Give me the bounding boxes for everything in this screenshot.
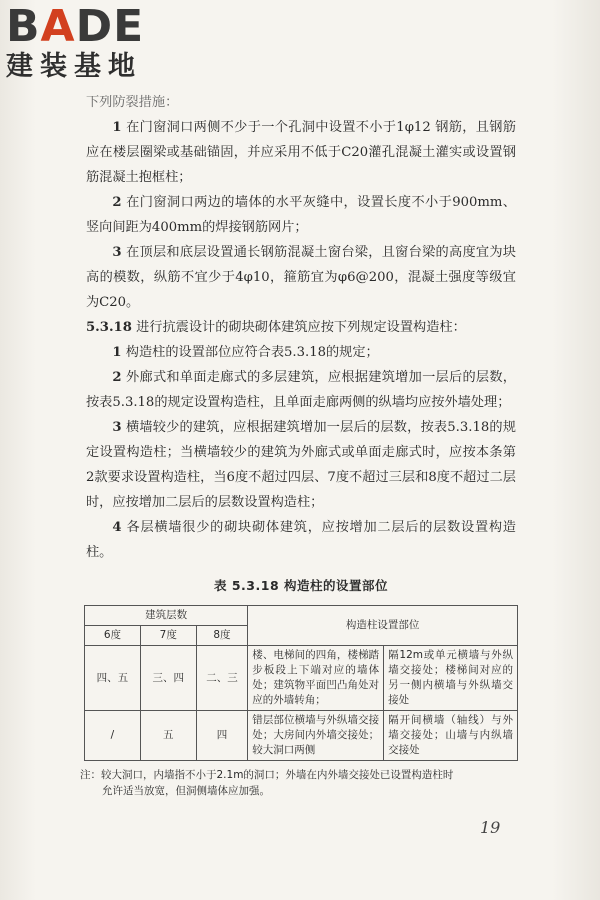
- cell-6-degree: /: [85, 711, 141, 761]
- document-body: [80, 90, 516, 799]
- item-text: 在门窗洞口两边的墙体的水平灰缝中，设置长度不小于900mm、竖向间距为400mm的焊接钢筋网片；: [86, 195, 516, 235]
- logo-brand: [6, 1, 176, 52]
- cell-location-common: 楼、电梯间的四角，楼梯踏步板段上下端对应的墙体处；建筑物平面凹凸角处对应的外墙转角；: [248, 646, 384, 711]
- paragraph-intro: 下列防裂措施：: [86, 95, 179, 110]
- clause-4: [86, 515, 516, 565]
- paragraph-1: [86, 115, 516, 190]
- note-line-1: 注：较大洞口，内墙指不小于2.1m的洞口；外墙在内外墙交接处已设置构造柱时: [80, 769, 454, 781]
- item-number: 1: [112, 120, 122, 135]
- note-line-2: 允许适当放宽，但洞侧墙体应加强。: [102, 785, 270, 797]
- item-text: 构造柱的设置部位应符合表5.3.18的规定；: [125, 345, 379, 360]
- structural-column-table: [84, 605, 518, 761]
- paragraph-3: [86, 240, 516, 315]
- logo-subtitle: 建装基地: [6, 51, 142, 82]
- cell-7-degree: 五: [140, 711, 196, 761]
- section-number: 5.3.18: [86, 320, 132, 335]
- bade-logo: [6, 1, 176, 92]
- item-text: 在门窗洞口两侧不少于一个孔洞中设置不小于1φ12 钢筋，且钢筋应在楼层圈梁或基础锚固，并应采用不低于C20灌孔混凝土灌实或设置钢筋混凝土抱框柱；: [86, 120, 516, 185]
- cell-location-extra: 隔开间横墙（轴线）与外墙交接处；山墙与内纵墙交接处: [384, 711, 518, 761]
- paragraph-2: [86, 190, 516, 240]
- header-8-degree: 8度: [196, 626, 248, 646]
- page-number: 19: [480, 818, 501, 837]
- cell-8-degree: 四: [196, 711, 248, 761]
- header-building-floors: 建筑层数: [85, 606, 248, 626]
- cell-7-degree: 三、四: [140, 646, 196, 711]
- item-text: 各层横墙很少的砌块砌体建筑，应按增加二层后的层数设置构造柱。: [86, 520, 516, 560]
- clause-2: [86, 365, 516, 415]
- table-row: [85, 646, 518, 711]
- item-text: 在顶层和底层设置通长钢筋混凝土窗台梁，且窗台梁的高度宜为块高的模数，纵筋不宜少于4φ10，箍筋宜为φ6@200，混凝土强度等级宜为C20。: [86, 245, 516, 310]
- cell-6-degree: 四、五: [85, 646, 141, 711]
- clause-1: [86, 340, 516, 365]
- section-text: 进行抗震设计的砌块砌体建筑应按下列规定设置构造柱：: [136, 320, 466, 335]
- logo-letter-b: B: [6, 1, 41, 52]
- section-5-3-18: [86, 315, 516, 340]
- table-caption: 表 5.3.18 构造柱的设置部位: [214, 578, 388, 593]
- header-6-degree: 6度: [85, 626, 141, 646]
- item-number: 3: [112, 420, 122, 435]
- item-text: 横墙较少的建筑，应根据建筑增加一层后的层数，按表5.3.18的规定设置构造柱；当横墙较少的建筑为外廊式或单面走廊式时，应按本条第2款要求设置构造柱，当6度不超过四层、7度不超过三层和8度不超过二层时，应按增加二层后的层数设置构造柱；: [86, 420, 516, 510]
- logo-letters-de: DE: [75, 1, 145, 52]
- item-number: 2: [112, 195, 122, 210]
- item-text: 外廊式和单面走廊式的多层建筑，应根据建筑增加一层后的层数，按表5.3.18的规定设置构造柱，且单面走廊两侧的纵墙均应按外墙处理；: [86, 370, 516, 410]
- header-location: 构造柱设置部位: [248, 606, 518, 646]
- item-number: 1: [112, 345, 122, 360]
- cell-8-degree: 二、三: [196, 646, 248, 711]
- table-header-row: [85, 606, 518, 626]
- header-7-degree: 7度: [140, 626, 196, 646]
- cell-location-common: 错层部位横墙与外纵墙交接处；大房间内外墙交接处；较大洞口两侧: [248, 711, 384, 761]
- item-number: 3: [112, 245, 122, 260]
- clause-3: [86, 415, 516, 515]
- table-note: [80, 767, 520, 799]
- logo-letter-a: A: [40, 1, 76, 52]
- item-number: 4: [112, 520, 122, 535]
- cell-location-extra: 隔12m或单元横墙与外纵墙交接处；楼梯间对应的另一侧内横墙与外纵墙交接处: [384, 646, 518, 711]
- item-number: 2: [112, 370, 122, 385]
